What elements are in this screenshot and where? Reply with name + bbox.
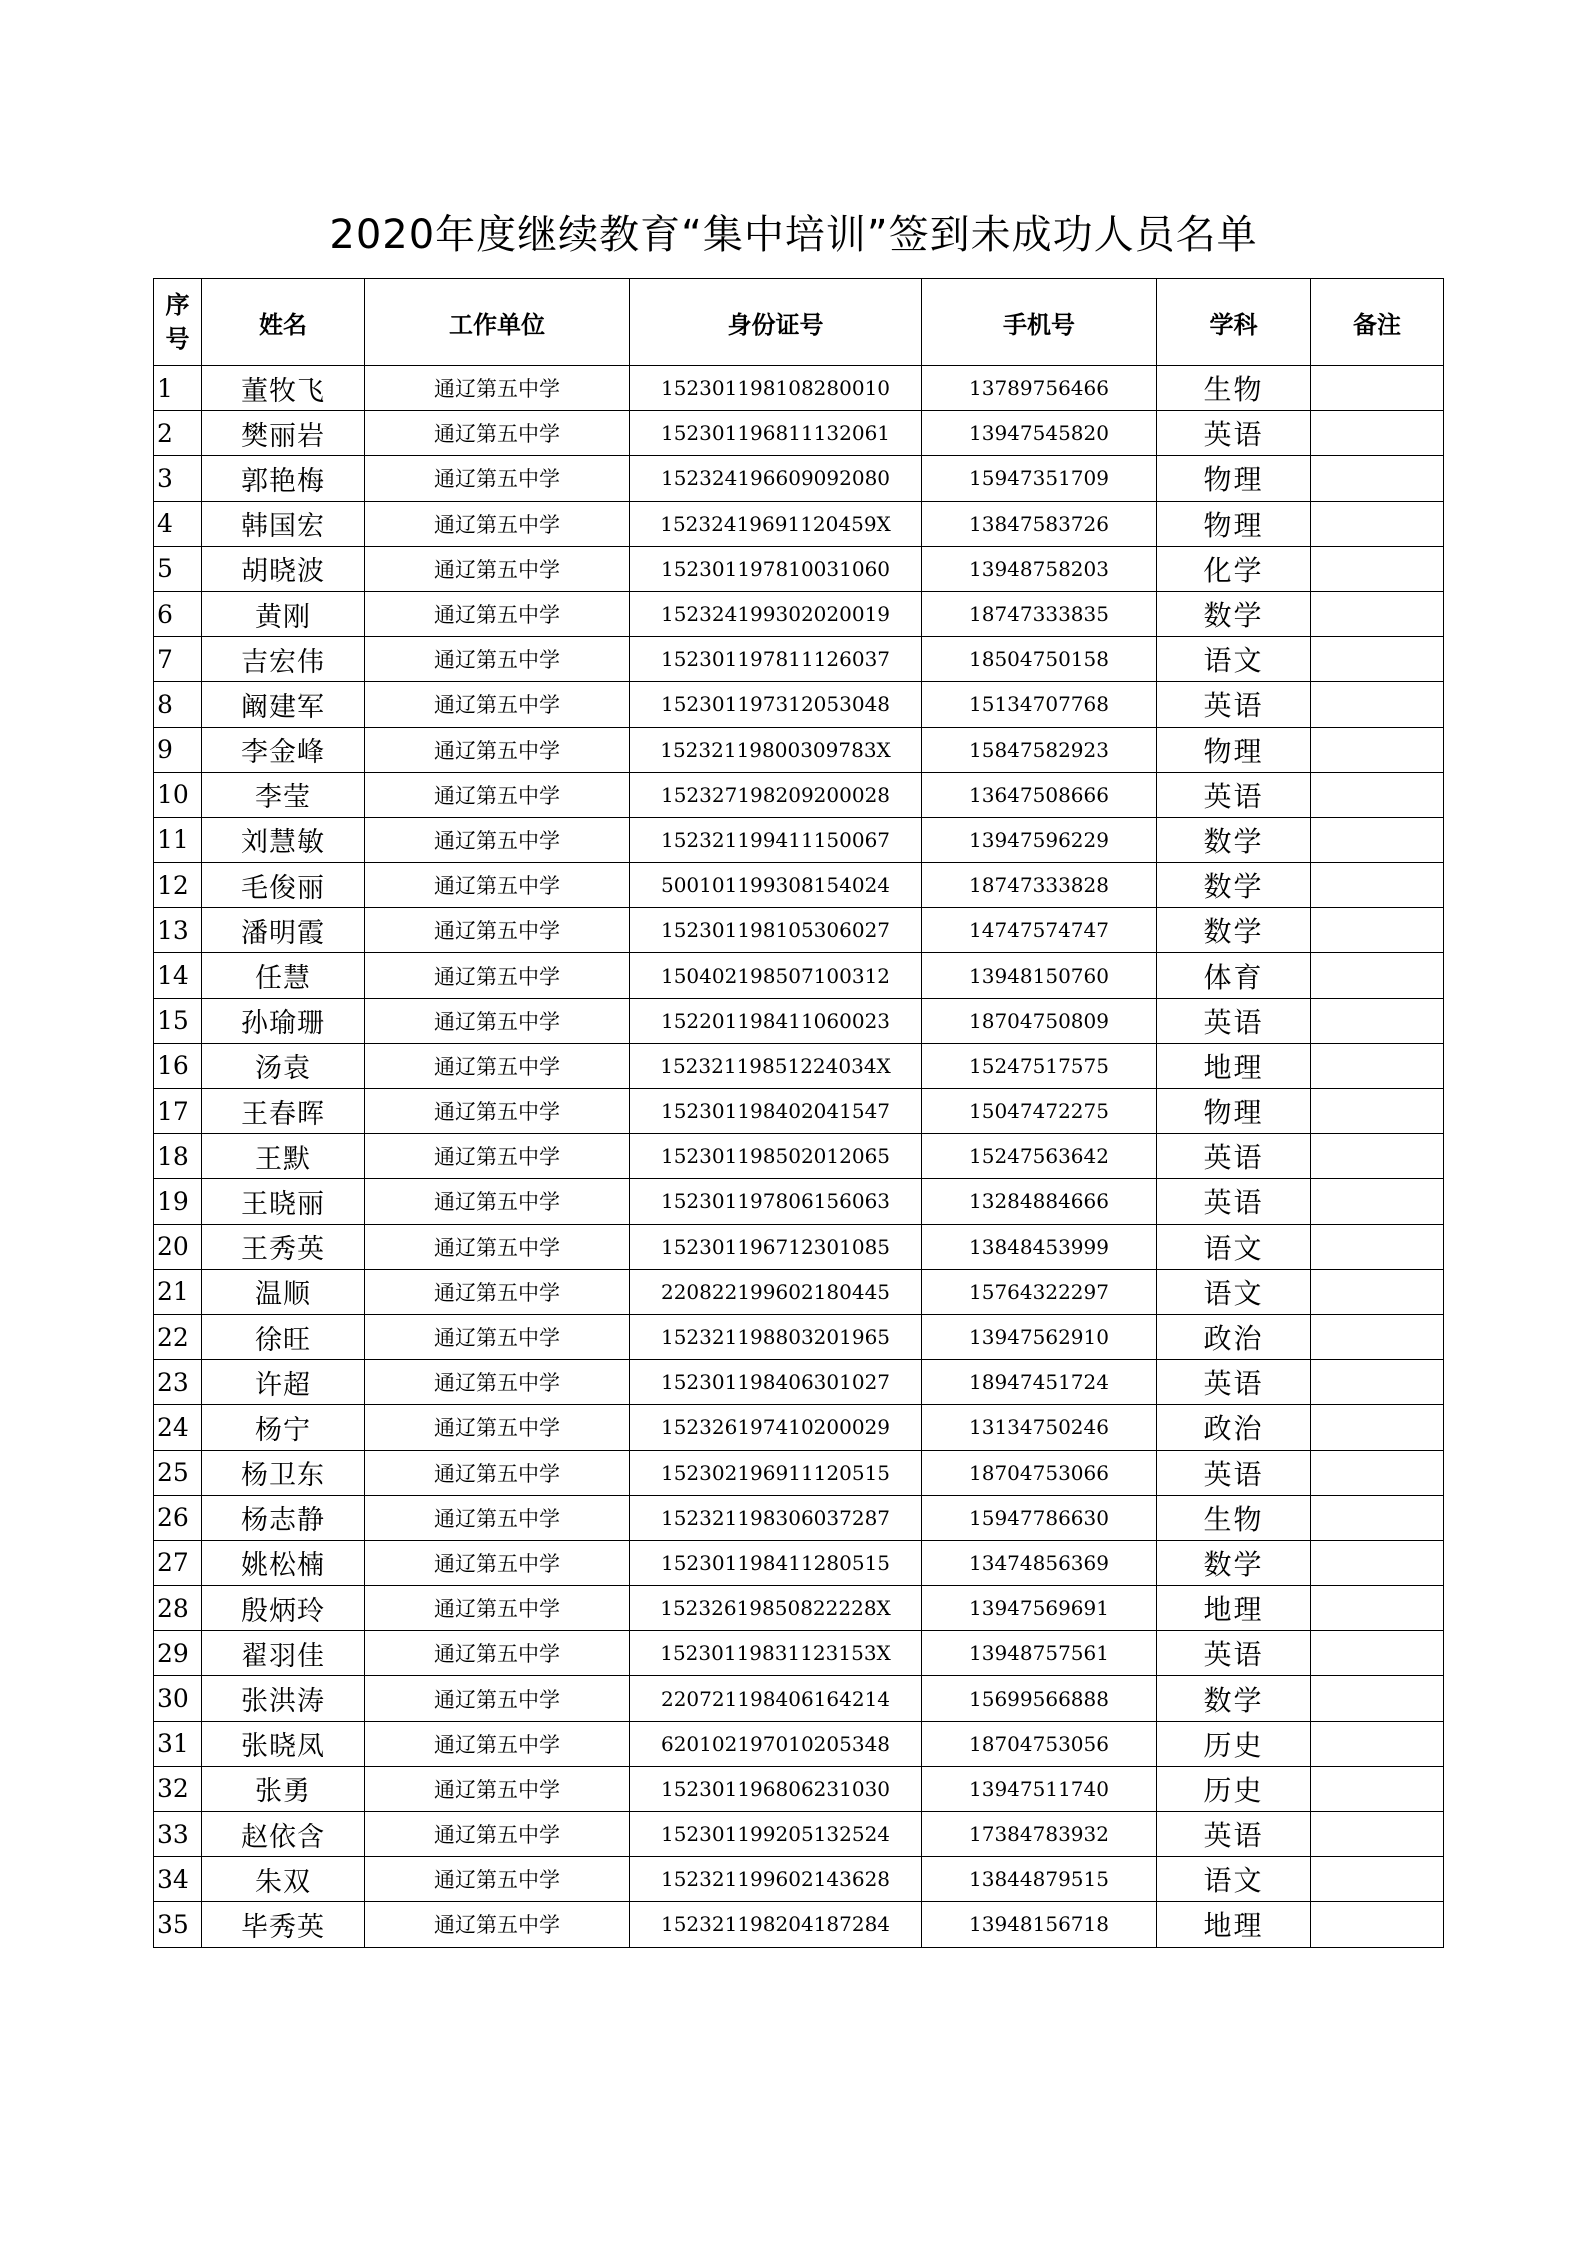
cell-seq: 7 bbox=[154, 637, 202, 682]
table-row bbox=[154, 1540, 1444, 1585]
table-row bbox=[154, 1586, 1444, 1631]
roster-table bbox=[153, 278, 1444, 1948]
cell-id-number: 15232419691120459X bbox=[630, 501, 922, 546]
cell-remark bbox=[1311, 411, 1444, 456]
cell-phone: 15247563642 bbox=[922, 1134, 1157, 1179]
cell-id-number: 150402198507100312 bbox=[630, 953, 922, 998]
cell-org: 通辽第五中学 bbox=[365, 1360, 630, 1405]
cell-id-number: 152321198803201965 bbox=[630, 1314, 922, 1359]
cell-seq: 11 bbox=[154, 817, 202, 862]
cell-remark bbox=[1311, 591, 1444, 636]
cell-remark bbox=[1311, 1902, 1444, 1947]
cell-seq: 8 bbox=[154, 682, 202, 727]
cell-subject: 英语 bbox=[1157, 1134, 1311, 1179]
cell-id-number: 152301198502012065 bbox=[630, 1134, 922, 1179]
cell-name: 任慧 bbox=[202, 953, 365, 998]
cell-name: 李莹 bbox=[202, 772, 365, 817]
cell-subject: 生物 bbox=[1157, 366, 1311, 411]
cell-org: 通辽第五中学 bbox=[365, 1314, 630, 1359]
cell-id-number: 152301197312053048 bbox=[630, 682, 922, 727]
table-row bbox=[154, 1314, 1444, 1359]
cell-id-number: 152324196609092080 bbox=[630, 456, 922, 501]
cell-name: 王默 bbox=[202, 1134, 365, 1179]
cell-remark bbox=[1311, 456, 1444, 501]
table-row bbox=[154, 772, 1444, 817]
cell-name: 徐旺 bbox=[202, 1314, 365, 1359]
cell-org: 通辽第五中学 bbox=[365, 1450, 630, 1495]
cell-subject: 语文 bbox=[1157, 637, 1311, 682]
cell-subject: 英语 bbox=[1157, 1360, 1311, 1405]
cell-seq: 19 bbox=[154, 1179, 202, 1224]
cell-phone: 13947545820 bbox=[922, 411, 1157, 456]
cell-seq: 18 bbox=[154, 1134, 202, 1179]
table-row bbox=[154, 1631, 1444, 1676]
cell-phone: 15699566888 bbox=[922, 1676, 1157, 1721]
cell-org: 通辽第五中学 bbox=[365, 1721, 630, 1766]
cell-phone: 15247517575 bbox=[922, 1043, 1157, 1088]
cell-id-number: 15232119800309783X bbox=[630, 727, 922, 772]
cell-phone: 15764322297 bbox=[922, 1269, 1157, 1314]
cell-seq: 16 bbox=[154, 1043, 202, 1088]
header-phone: 手机号 bbox=[922, 279, 1157, 366]
cell-id-number: 152301198108280010 bbox=[630, 366, 922, 411]
cell-phone: 18747333835 bbox=[922, 591, 1157, 636]
cell-remark bbox=[1311, 863, 1444, 908]
cell-phone: 15134707768 bbox=[922, 682, 1157, 727]
cell-name: 董牧飞 bbox=[202, 366, 365, 411]
cell-name: 樊丽岩 bbox=[202, 411, 365, 456]
cell-phone: 13947511740 bbox=[922, 1766, 1157, 1811]
cell-subject: 数学 bbox=[1157, 1676, 1311, 1721]
cell-org: 通辽第五中学 bbox=[365, 1089, 630, 1134]
cell-id-number: 152301197811126037 bbox=[630, 637, 922, 682]
cell-phone: 15847582923 bbox=[922, 727, 1157, 772]
cell-seq: 2 bbox=[154, 411, 202, 456]
cell-subject: 政治 bbox=[1157, 1405, 1311, 1450]
cell-name: 殷炳玲 bbox=[202, 1586, 365, 1631]
cell-name: 潘明霞 bbox=[202, 908, 365, 953]
cell-subject: 地理 bbox=[1157, 1043, 1311, 1088]
cell-remark bbox=[1311, 1405, 1444, 1450]
cell-org: 通辽第五中学 bbox=[365, 1812, 630, 1857]
cell-id-number: 220721198406164214 bbox=[630, 1676, 922, 1721]
cell-remark bbox=[1311, 366, 1444, 411]
cell-remark bbox=[1311, 727, 1444, 772]
cell-remark bbox=[1311, 1224, 1444, 1269]
table-row bbox=[154, 1450, 1444, 1495]
cell-seq: 12 bbox=[154, 863, 202, 908]
cell-org: 通辽第五中学 bbox=[365, 1043, 630, 1088]
table-row bbox=[154, 1902, 1444, 1947]
cell-remark bbox=[1311, 1812, 1444, 1857]
cell-org: 通辽第五中学 bbox=[365, 637, 630, 682]
cell-name: 王晓丽 bbox=[202, 1179, 365, 1224]
cell-phone: 18947451724 bbox=[922, 1360, 1157, 1405]
table-row bbox=[154, 908, 1444, 953]
cell-id-number: 500101199308154024 bbox=[630, 863, 922, 908]
cell-name: 杨卫东 bbox=[202, 1450, 365, 1495]
cell-name: 孙瑜珊 bbox=[202, 998, 365, 1043]
cell-remark bbox=[1311, 1134, 1444, 1179]
cell-name: 郭艳梅 bbox=[202, 456, 365, 501]
cell-name: 毕秀英 bbox=[202, 1902, 365, 1947]
cell-org: 通辽第五中学 bbox=[365, 1134, 630, 1179]
table-row bbox=[154, 953, 1444, 998]
cell-id-number: 152301196811132061 bbox=[630, 411, 922, 456]
cell-phone: 13134750246 bbox=[922, 1405, 1157, 1450]
cell-id-number: 152321199411150067 bbox=[630, 817, 922, 862]
cell-name: 阚建军 bbox=[202, 682, 365, 727]
table-row bbox=[154, 366, 1444, 411]
cell-name: 韩国宏 bbox=[202, 501, 365, 546]
cell-id-number: 152301196806231030 bbox=[630, 1766, 922, 1811]
cell-seq: 21 bbox=[154, 1269, 202, 1314]
cell-id-number: 152301198105306027 bbox=[630, 908, 922, 953]
cell-org: 通辽第五中学 bbox=[365, 366, 630, 411]
cell-subject: 物理 bbox=[1157, 727, 1311, 772]
cell-subject: 政治 bbox=[1157, 1314, 1311, 1359]
table-row bbox=[154, 863, 1444, 908]
cell-subject: 历史 bbox=[1157, 1766, 1311, 1811]
cell-org: 通辽第五中学 bbox=[365, 411, 630, 456]
cell-id-number: 152301197806156063 bbox=[630, 1179, 922, 1224]
cell-org: 通辽第五中学 bbox=[365, 1269, 630, 1314]
cell-seq: 10 bbox=[154, 772, 202, 817]
cell-org: 通辽第五中学 bbox=[365, 1224, 630, 1269]
cell-remark bbox=[1311, 817, 1444, 862]
cell-remark bbox=[1311, 1089, 1444, 1134]
cell-org: 通辽第五中学 bbox=[365, 1902, 630, 1947]
cell-id-number: 152321198306037287 bbox=[630, 1495, 922, 1540]
cell-subject: 英语 bbox=[1157, 411, 1311, 456]
cell-org: 通辽第五中学 bbox=[365, 1631, 630, 1676]
table-row bbox=[154, 727, 1444, 772]
cell-org: 通辽第五中学 bbox=[365, 1676, 630, 1721]
cell-phone: 13947562910 bbox=[922, 1314, 1157, 1359]
cell-phone: 18504750158 bbox=[922, 637, 1157, 682]
cell-phone: 18704753056 bbox=[922, 1721, 1157, 1766]
cell-name: 张勇 bbox=[202, 1766, 365, 1811]
table-row bbox=[154, 1269, 1444, 1314]
cell-org: 通辽第五中学 bbox=[365, 953, 630, 998]
cell-remark bbox=[1311, 1495, 1444, 1540]
cell-org: 通辽第五中学 bbox=[365, 863, 630, 908]
cell-remark bbox=[1311, 546, 1444, 591]
cell-subject: 语文 bbox=[1157, 1224, 1311, 1269]
cell-subject: 物理 bbox=[1157, 1089, 1311, 1134]
cell-seq: 25 bbox=[154, 1450, 202, 1495]
cell-phone: 15947351709 bbox=[922, 456, 1157, 501]
cell-remark bbox=[1311, 1586, 1444, 1631]
cell-id-number: 152301199205132524 bbox=[630, 1812, 922, 1857]
cell-seq: 13 bbox=[154, 908, 202, 953]
cell-remark bbox=[1311, 1631, 1444, 1676]
cell-phone: 13647508666 bbox=[922, 772, 1157, 817]
cell-org: 通辽第五中学 bbox=[365, 1495, 630, 1540]
cell-phone: 13948150760 bbox=[922, 953, 1157, 998]
cell-phone: 13474856369 bbox=[922, 1540, 1157, 1585]
table-header bbox=[154, 279, 1444, 366]
cell-phone: 13948758203 bbox=[922, 546, 1157, 591]
cell-subject: 英语 bbox=[1157, 1812, 1311, 1857]
cell-seq: 15 bbox=[154, 998, 202, 1043]
cell-seq: 30 bbox=[154, 1676, 202, 1721]
cell-subject: 英语 bbox=[1157, 1179, 1311, 1224]
cell-seq: 9 bbox=[154, 727, 202, 772]
table-row bbox=[154, 1179, 1444, 1224]
cell-seq: 5 bbox=[154, 546, 202, 591]
cell-seq: 23 bbox=[154, 1360, 202, 1405]
cell-remark bbox=[1311, 1360, 1444, 1405]
cell-id-number: 152321199602143628 bbox=[630, 1857, 922, 1902]
table-row bbox=[154, 817, 1444, 862]
table-row bbox=[154, 1721, 1444, 1766]
cell-remark bbox=[1311, 1676, 1444, 1721]
cell-name: 吉宏伟 bbox=[202, 637, 365, 682]
cell-subject: 体育 bbox=[1157, 953, 1311, 998]
cell-subject: 物理 bbox=[1157, 456, 1311, 501]
cell-name: 张洪涛 bbox=[202, 1676, 365, 1721]
cell-seq: 32 bbox=[154, 1766, 202, 1811]
table-row bbox=[154, 1405, 1444, 1450]
cell-name: 杨宁 bbox=[202, 1405, 365, 1450]
cell-remark bbox=[1311, 998, 1444, 1043]
cell-name: 李金峰 bbox=[202, 727, 365, 772]
cell-subject: 化学 bbox=[1157, 546, 1311, 591]
cell-name: 王秀英 bbox=[202, 1224, 365, 1269]
cell-seq: 29 bbox=[154, 1631, 202, 1676]
cell-id-number: 152327198209200028 bbox=[630, 772, 922, 817]
cell-seq: 35 bbox=[154, 1902, 202, 1947]
cell-subject: 物理 bbox=[1157, 501, 1311, 546]
cell-subject: 数学 bbox=[1157, 1540, 1311, 1585]
cell-seq: 3 bbox=[154, 456, 202, 501]
header-id: 身份证号 bbox=[630, 279, 922, 366]
cell-remark bbox=[1311, 1857, 1444, 1902]
cell-remark bbox=[1311, 1179, 1444, 1224]
cell-phone: 15947786630 bbox=[922, 1495, 1157, 1540]
cell-org: 通辽第五中学 bbox=[365, 1766, 630, 1811]
cell-id-number: 152324199302020019 bbox=[630, 591, 922, 636]
cell-subject: 英语 bbox=[1157, 1631, 1311, 1676]
cell-seq: 20 bbox=[154, 1224, 202, 1269]
cell-org: 通辽第五中学 bbox=[365, 1586, 630, 1631]
header-row bbox=[154, 279, 1444, 366]
cell-remark bbox=[1311, 908, 1444, 953]
cell-subject: 数学 bbox=[1157, 908, 1311, 953]
cell-org: 通辽第五中学 bbox=[365, 727, 630, 772]
cell-subject: 英语 bbox=[1157, 998, 1311, 1043]
table-row bbox=[154, 1857, 1444, 1902]
table-row bbox=[154, 1676, 1444, 1721]
cell-subject: 生物 bbox=[1157, 1495, 1311, 1540]
cell-org: 通辽第五中学 bbox=[365, 501, 630, 546]
cell-remark bbox=[1311, 1540, 1444, 1585]
cell-subject: 数学 bbox=[1157, 817, 1311, 862]
cell-phone: 13847583726 bbox=[922, 501, 1157, 546]
cell-id-number: 152201198411060023 bbox=[630, 998, 922, 1043]
table-row bbox=[154, 1495, 1444, 1540]
cell-org: 通辽第五中学 bbox=[365, 998, 630, 1043]
cell-subject: 语文 bbox=[1157, 1269, 1311, 1314]
cell-phone: 18704750809 bbox=[922, 998, 1157, 1043]
cell-name: 毛俊丽 bbox=[202, 863, 365, 908]
cell-phone: 13948156718 bbox=[922, 1902, 1157, 1947]
cell-org: 通辽第五中学 bbox=[365, 591, 630, 636]
table-row bbox=[154, 637, 1444, 682]
table-row bbox=[154, 998, 1444, 1043]
cell-name: 翟羽佳 bbox=[202, 1631, 365, 1676]
cell-phone: 13789756466 bbox=[922, 366, 1157, 411]
cell-org: 通辽第五中学 bbox=[365, 1540, 630, 1585]
cell-id-number: 152301196712301085 bbox=[630, 1224, 922, 1269]
cell-remark bbox=[1311, 1766, 1444, 1811]
table-row bbox=[154, 682, 1444, 727]
cell-seq: 14 bbox=[154, 953, 202, 998]
cell-phone: 14747574747 bbox=[922, 908, 1157, 953]
cell-remark bbox=[1311, 1269, 1444, 1314]
cell-remark bbox=[1311, 772, 1444, 817]
cell-org: 通辽第五中学 bbox=[365, 817, 630, 862]
cell-org: 通辽第五中学 bbox=[365, 908, 630, 953]
cell-id-number: 620102197010205348 bbox=[630, 1721, 922, 1766]
cell-phone: 15047472275 bbox=[922, 1089, 1157, 1134]
cell-id-number: 152301197810031060 bbox=[630, 546, 922, 591]
cell-seq: 24 bbox=[154, 1405, 202, 1450]
cell-id-number: 152301198406301027 bbox=[630, 1360, 922, 1405]
cell-seq: 1 bbox=[154, 366, 202, 411]
cell-org: 通辽第五中学 bbox=[365, 1405, 630, 1450]
cell-seq: 31 bbox=[154, 1721, 202, 1766]
cell-phone: 18747333828 bbox=[922, 863, 1157, 908]
cell-org: 通辽第五中学 bbox=[365, 1179, 630, 1224]
table-row bbox=[154, 1043, 1444, 1088]
header-seq: 序号 bbox=[154, 279, 202, 366]
cell-name: 杨志静 bbox=[202, 1495, 365, 1540]
cell-subject: 英语 bbox=[1157, 1450, 1311, 1495]
cell-id-number: 15232119851224034X bbox=[630, 1043, 922, 1088]
cell-phone: 13947569691 bbox=[922, 1586, 1157, 1631]
cell-subject: 英语 bbox=[1157, 682, 1311, 727]
cell-id-number: 152301198402041547 bbox=[630, 1089, 922, 1134]
cell-seq: 26 bbox=[154, 1495, 202, 1540]
cell-phone: 13948757561 bbox=[922, 1631, 1157, 1676]
cell-name: 汤袁 bbox=[202, 1043, 365, 1088]
cell-name: 黄刚 bbox=[202, 591, 365, 636]
cell-remark bbox=[1311, 1043, 1444, 1088]
cell-subject: 数学 bbox=[1157, 863, 1311, 908]
table-row bbox=[154, 1224, 1444, 1269]
cell-phone: 13848453999 bbox=[922, 1224, 1157, 1269]
cell-seq: 34 bbox=[154, 1857, 202, 1902]
cell-org: 通辽第五中学 bbox=[365, 546, 630, 591]
cell-seq: 17 bbox=[154, 1089, 202, 1134]
cell-seq: 28 bbox=[154, 1586, 202, 1631]
cell-phone: 13947596229 bbox=[922, 817, 1157, 862]
cell-name: 刘慧敏 bbox=[202, 817, 365, 862]
table-body bbox=[154, 366, 1444, 1948]
header-subject: 学科 bbox=[1157, 279, 1311, 366]
cell-phone: 17384783932 bbox=[922, 1812, 1157, 1857]
cell-remark bbox=[1311, 637, 1444, 682]
cell-seq: 33 bbox=[154, 1812, 202, 1857]
table-row bbox=[154, 1360, 1444, 1405]
cell-name: 朱双 bbox=[202, 1857, 365, 1902]
cell-id-number: 152301198411280515 bbox=[630, 1540, 922, 1585]
cell-name: 赵依含 bbox=[202, 1812, 365, 1857]
table-row bbox=[154, 501, 1444, 546]
cell-name: 温顺 bbox=[202, 1269, 365, 1314]
cell-name: 姚松楠 bbox=[202, 1540, 365, 1585]
cell-seq: 22 bbox=[154, 1314, 202, 1359]
cell-id-number: 152302196911120515 bbox=[630, 1450, 922, 1495]
cell-subject: 地理 bbox=[1157, 1902, 1311, 1947]
cell-remark bbox=[1311, 501, 1444, 546]
cell-remark bbox=[1311, 682, 1444, 727]
cell-id-number: 15230119831123153X bbox=[630, 1631, 922, 1676]
cell-phone: 13844879515 bbox=[922, 1857, 1157, 1902]
cell-org: 通辽第五中学 bbox=[365, 682, 630, 727]
cell-id-number: 152326197410200029 bbox=[630, 1405, 922, 1450]
page-title: 2020年度继续教育“集中培训”签到未成功人员名单 bbox=[329, 212, 1258, 258]
table-row bbox=[154, 1812, 1444, 1857]
cell-subject: 数学 bbox=[1157, 591, 1311, 636]
cell-name: 张晓凤 bbox=[202, 1721, 365, 1766]
cell-remark bbox=[1311, 1450, 1444, 1495]
cell-remark bbox=[1311, 953, 1444, 998]
cell-phone: 18704753066 bbox=[922, 1450, 1157, 1495]
cell-phone: 13284884666 bbox=[922, 1179, 1157, 1224]
cell-id-number: 152321198204187284 bbox=[630, 1902, 922, 1947]
table-row bbox=[154, 1766, 1444, 1811]
cell-id-number: 220822199602180445 bbox=[630, 1269, 922, 1314]
table-row bbox=[154, 546, 1444, 591]
header-remark: 备注 bbox=[1311, 279, 1444, 366]
cell-name: 胡晓波 bbox=[202, 546, 365, 591]
cell-subject: 地理 bbox=[1157, 1586, 1311, 1631]
cell-remark bbox=[1311, 1314, 1444, 1359]
cell-subject: 英语 bbox=[1157, 772, 1311, 817]
table-row bbox=[154, 591, 1444, 636]
header-org: 工作单位 bbox=[365, 279, 630, 366]
header-name: 姓名 bbox=[202, 279, 365, 366]
cell-org: 通辽第五中学 bbox=[365, 772, 630, 817]
cell-remark bbox=[1311, 1721, 1444, 1766]
cell-seq: 27 bbox=[154, 1540, 202, 1585]
cell-id-number: 15232619850822228X bbox=[630, 1586, 922, 1631]
cell-subject: 历史 bbox=[1157, 1721, 1311, 1766]
cell-seq: 6 bbox=[154, 591, 202, 636]
cell-org: 通辽第五中学 bbox=[365, 456, 630, 501]
cell-subject: 语文 bbox=[1157, 1857, 1311, 1902]
table-row bbox=[154, 456, 1444, 501]
cell-name: 王春晖 bbox=[202, 1089, 365, 1134]
cell-seq: 4 bbox=[154, 501, 202, 546]
cell-name: 许超 bbox=[202, 1360, 365, 1405]
cell-org: 通辽第五中学 bbox=[365, 1857, 630, 1902]
table-row bbox=[154, 1134, 1444, 1179]
table-row bbox=[154, 411, 1444, 456]
table-row bbox=[154, 1089, 1444, 1134]
